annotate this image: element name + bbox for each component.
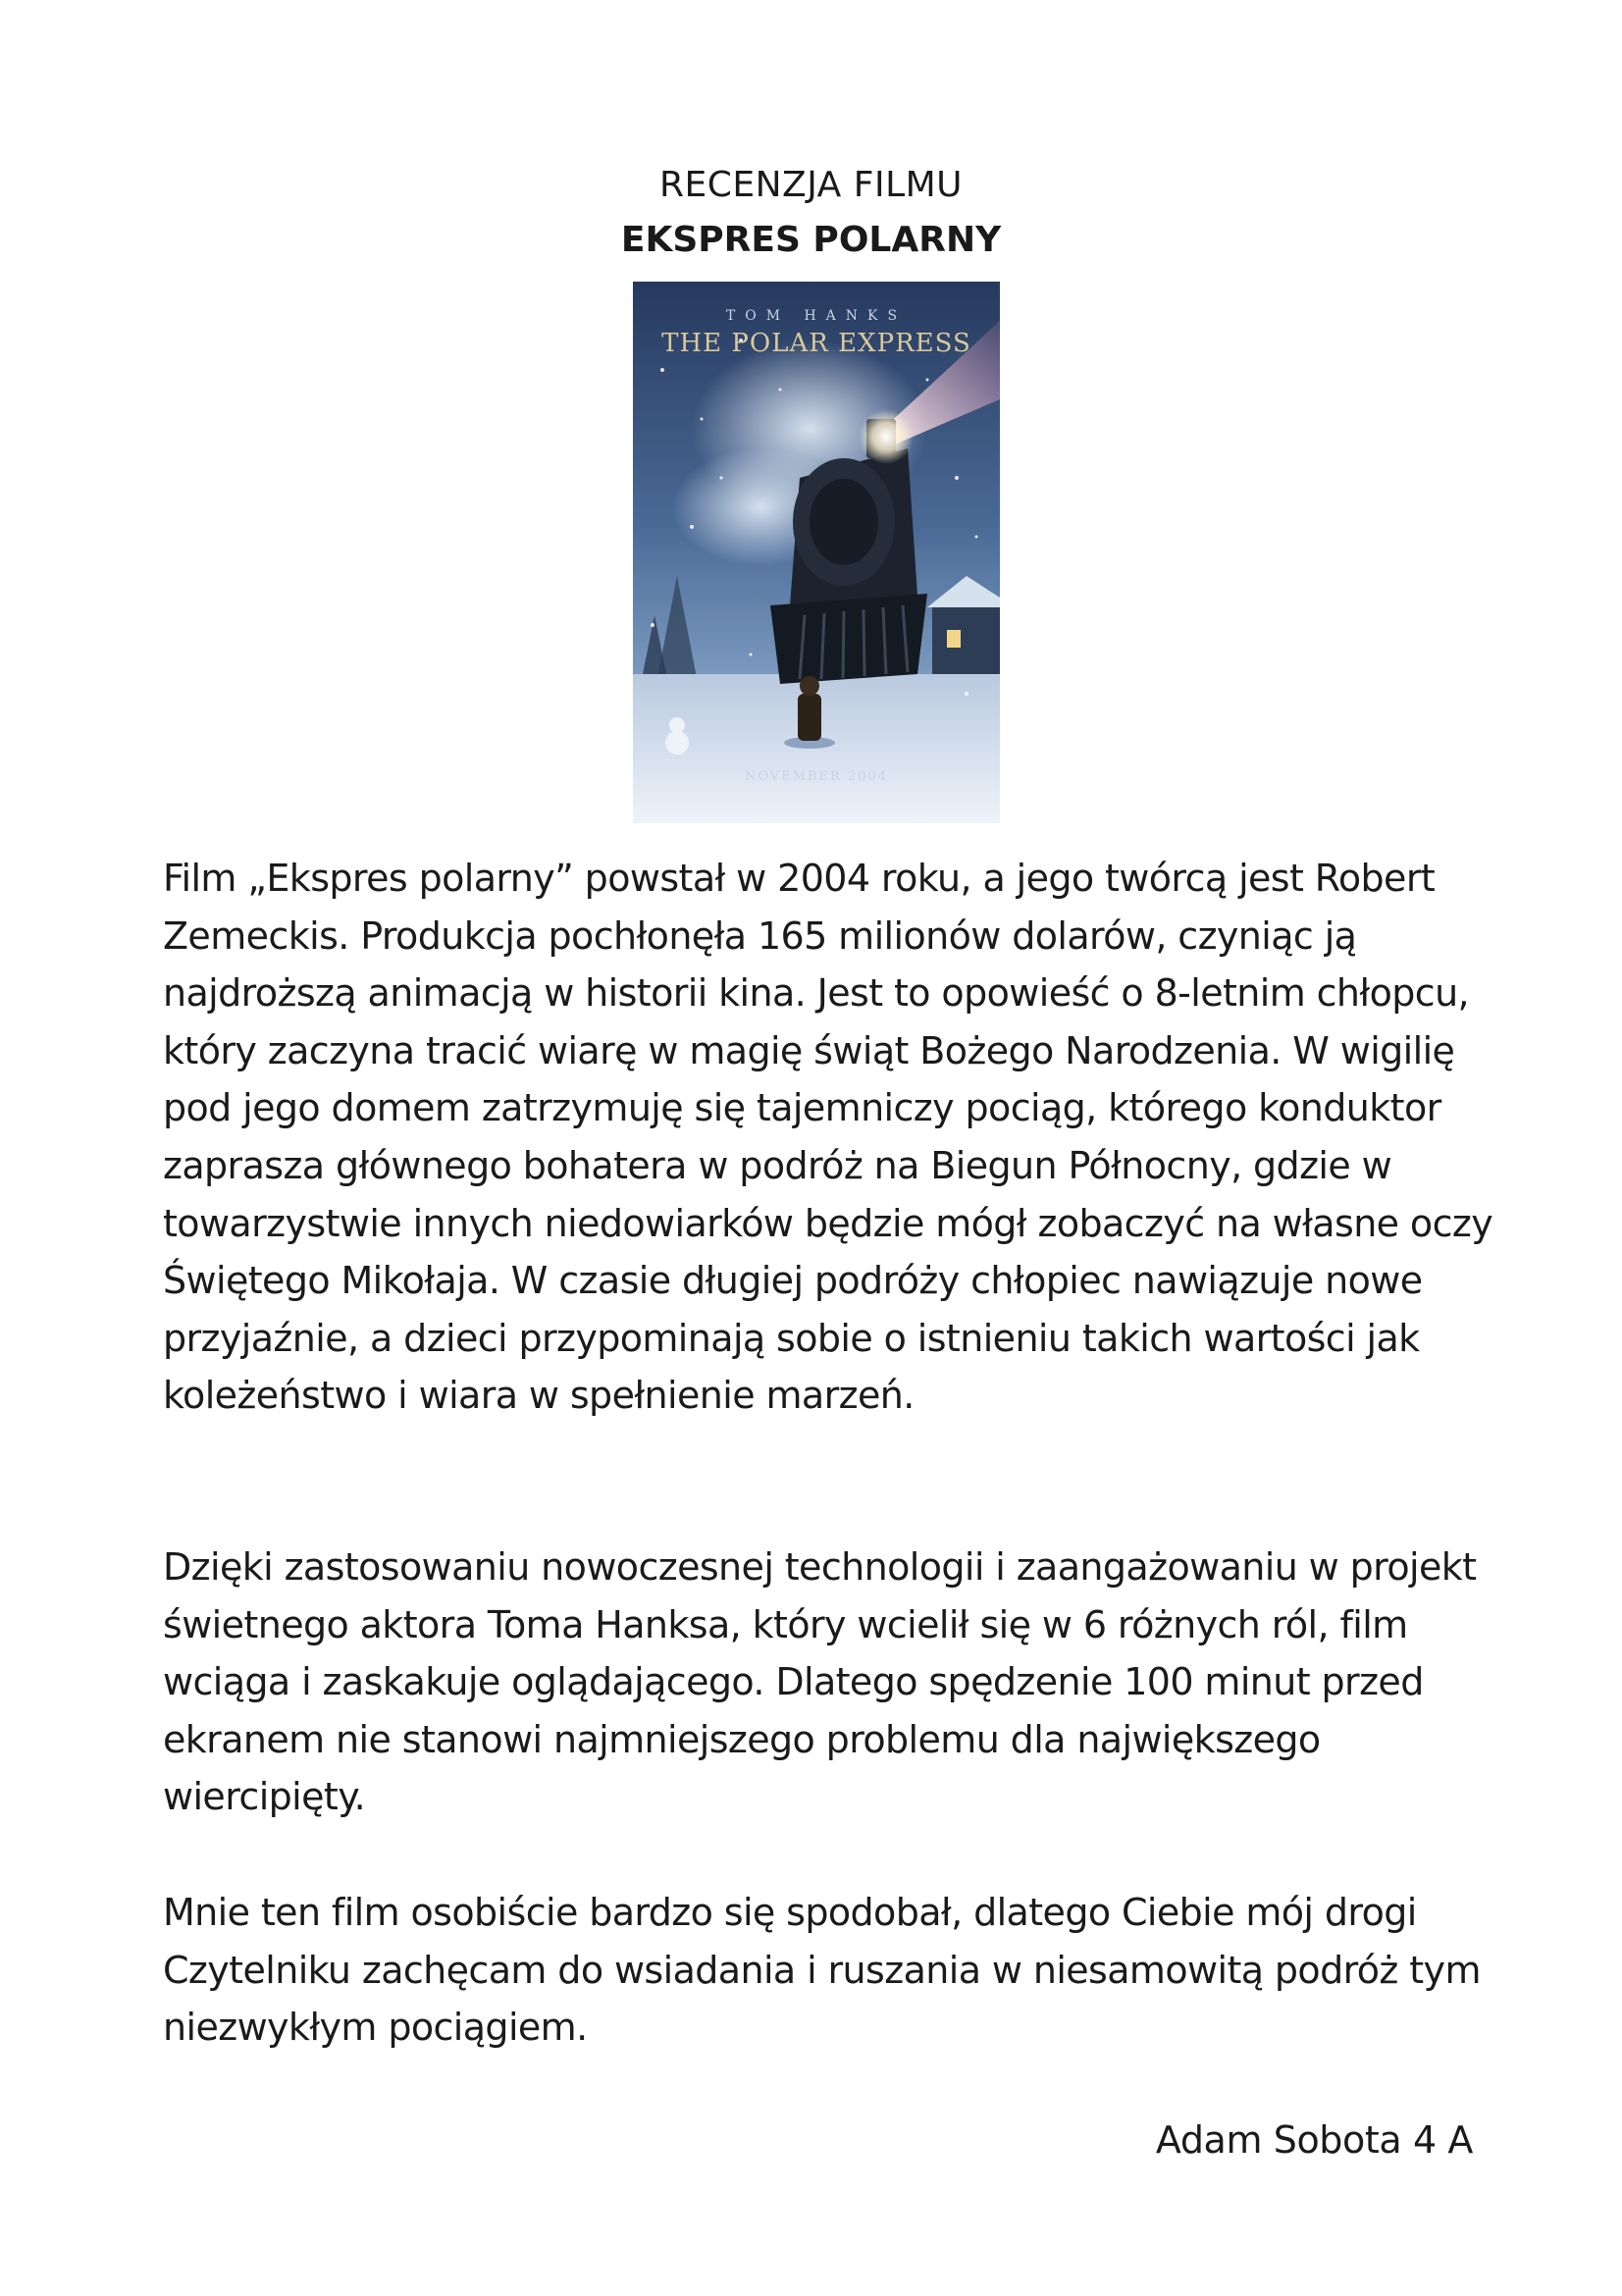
film-title: EKSPRES POLARNY [620, 220, 1002, 260]
movie-poster [633, 282, 1000, 823]
author-signature: Adam Sobota 4 A [1155, 2118, 1473, 2162]
poster-artwork [633, 282, 1000, 823]
paragraph-technology: Dzięki zastosowaniu nowoczesnej technologii i zaangażowaniu w projekt świetnego aktora Toma Hanksa, który wcielił się w 6 różnych ról, film wciąga i zaskakuje oglądającego. Dlatego spędzenie 100 minut przed ekranem nie stanowi najmniejszego problemu dla największego wiercipięty. [163, 1545, 1477, 1819]
paragraph-synopsis: Film „Ekspres polarny” powstał w 2004 roku, a jego twórcą jest Robert Zemeckis. Produkcja pochłonęła 165 milionów dolarów, czyniąc ją najdroższą animacją w historii kina. Jest to opowieść o 8-letnim chłopcu, który zaczyna tracić wiarę w magię świąt Bożego Narodzenia. W wigilię pod jego domem zatrzymuję się tajemniczy pociąg, którego konduktor zaprasza głównego bohatera w podróż na Biegun Północny, gdzie w towarzystwie innych niedowiarków będzie mógł zobaczyć na własne oczy Świętego Mikołaja. W czasie długiej podróży chłopiec nawiązuje nowe przyjaźnie, a dzieci przypominają sobie o istnieniu takich wartości jak koleżeństwo i wiara w spełnienie marzeń. [163, 857, 1493, 1418]
review-kicker: RECENZJA FILMU [658, 165, 964, 205]
poster-actor-credit: TOM HANKS [725, 308, 908, 324]
paragraph-opinion: Mnie ten film osobiście bardzo się spodobał, dlatego Ciebie mój drogi Czytelniku zachęcam do wsiadania i ruszania w niesamowitą podróż tym niezwykłym pociągiem. [163, 1891, 1481, 2050]
poster-release-date: NOVEMBER 2004 [744, 769, 889, 784]
poster-film-title: THE POLAR EXPRESS [661, 329, 971, 358]
